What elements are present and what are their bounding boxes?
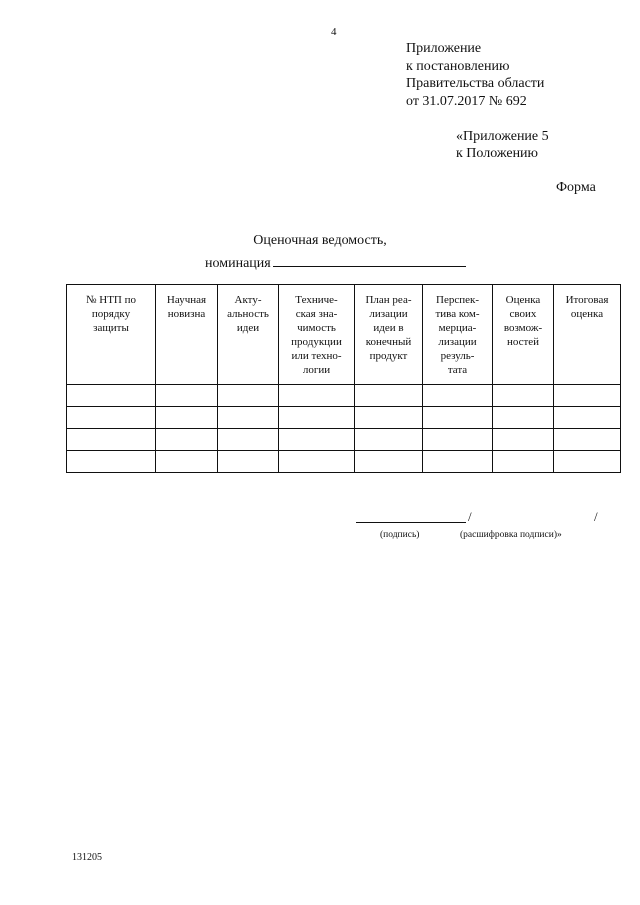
table-cell[interactable]: [493, 429, 554, 451]
column-header: [218, 285, 279, 385]
table-cell[interactable]: [156, 407, 218, 429]
table-cell[interactable]: [355, 385, 423, 407]
table-cell[interactable]: [279, 407, 355, 429]
nomination-field: [205, 252, 466, 272]
table-cell[interactable]: [67, 385, 156, 407]
page-number: 4: [331, 26, 337, 38]
table-cell[interactable]: [554, 407, 621, 429]
table-cell[interactable]: [218, 385, 279, 407]
appendix5-line: к Положению: [456, 146, 539, 161]
table-row: [67, 407, 621, 429]
column-header-line: № НТП по: [86, 294, 136, 306]
column-header: [554, 285, 621, 385]
appendix-line: Приложение: [406, 41, 482, 56]
table-cell[interactable]: [554, 429, 621, 451]
table-cell[interactable]: [423, 429, 493, 451]
column-header-line: лизации: [438, 336, 477, 348]
column-header-line: оценка: [570, 308, 604, 320]
column-header-line: лизации: [369, 308, 408, 320]
column-header-line: ская зна-: [295, 308, 338, 320]
signature-slash: /: [594, 509, 598, 524]
signature-line[interactable]: [356, 522, 466, 523]
column-header-line: новизна: [167, 308, 206, 320]
table-cell[interactable]: [156, 429, 218, 451]
appendix-reference: [406, 40, 544, 110]
table-cell[interactable]: [554, 451, 621, 473]
signature-caption: (подпись): [380, 530, 420, 540]
table-cell[interactable]: [218, 429, 279, 451]
column-header-line: идеи в: [373, 322, 404, 334]
column-header-line: Научная: [166, 294, 207, 306]
form-label: Форма: [556, 180, 596, 195]
column-header-line: идеи: [236, 322, 260, 334]
column-header-line: логии: [302, 364, 331, 376]
table-cell[interactable]: [67, 451, 156, 473]
column-header-line: Техниче-: [295, 294, 338, 306]
table-cell[interactable]: [355, 407, 423, 429]
table-cell[interactable]: [423, 451, 493, 473]
column-header: [355, 285, 423, 385]
table-cell[interactable]: [279, 429, 355, 451]
column-header-line: Оценка: [505, 294, 541, 306]
column-header-line: возмож-: [503, 322, 543, 334]
column-header-line: продукт: [369, 350, 408, 362]
table-cell[interactable]: [423, 385, 493, 407]
column-header-line: конечный: [365, 336, 412, 348]
column-header-line: мерциа-: [438, 322, 477, 334]
table-row: [67, 429, 621, 451]
document-id: 131205: [72, 852, 102, 863]
column-header-line: или техно-: [291, 350, 342, 362]
column-header-line: тата: [447, 364, 468, 376]
table-cell[interactable]: [493, 407, 554, 429]
table-row: [67, 385, 621, 407]
evaluation-table: [66, 284, 621, 473]
nomination-label: номинация: [205, 256, 271, 271]
appendix5-reference: [456, 128, 549, 162]
table-cell[interactable]: [279, 385, 355, 407]
table-cell[interactable]: [279, 451, 355, 473]
column-header: [493, 285, 554, 385]
table-cell[interactable]: [493, 451, 554, 473]
table-cell[interactable]: [67, 407, 156, 429]
table-header-row: [67, 285, 621, 385]
column-header-line: продукции: [291, 336, 342, 348]
column-header-line: чимость: [297, 322, 336, 334]
table-cell[interactable]: [218, 407, 279, 429]
table-cell[interactable]: [554, 385, 621, 407]
column-header: [279, 285, 355, 385]
table-row: [67, 451, 621, 473]
signature-decode-caption: (расшифровка подписи)»: [460, 530, 562, 540]
appendix-line: от 31.07.2017 № 692: [406, 93, 527, 109]
column-header-line: План реа-: [365, 294, 412, 306]
table-cell[interactable]: [355, 451, 423, 473]
table-cell[interactable]: [156, 451, 218, 473]
column-header-line: Итоговая: [565, 294, 609, 306]
column-header-line: Перспек-: [436, 294, 479, 306]
column-header-line: Акту-: [234, 294, 262, 306]
appendix-line: к постановлению: [406, 58, 510, 74]
signature-slash: /: [468, 509, 472, 524]
column-header-line: своих: [509, 308, 537, 320]
column-header-line: альность: [227, 308, 269, 320]
column-header: [67, 285, 156, 385]
column-header-line: резуль-: [440, 350, 475, 362]
column-header-line: порядку: [91, 308, 131, 320]
nomination-blank-line[interactable]: [273, 252, 466, 267]
table-cell[interactable]: [493, 385, 554, 407]
document-title: Оценочная ведомость,: [253, 233, 387, 248]
appendix-line: Правительства области: [406, 76, 545, 91]
column-header-line: защиты: [93, 322, 129, 334]
table-cell[interactable]: [218, 451, 279, 473]
column-header-line: ностей: [506, 336, 540, 348]
appendix5-line: «Приложение 5: [456, 129, 549, 144]
column-header: [156, 285, 218, 385]
table-cell[interactable]: [423, 407, 493, 429]
table-cell[interactable]: [355, 429, 423, 451]
column-header: [423, 285, 493, 385]
column-header-line: тива ком-: [435, 308, 480, 320]
table-cell[interactable]: [156, 385, 218, 407]
table-cell[interactable]: [67, 429, 156, 451]
